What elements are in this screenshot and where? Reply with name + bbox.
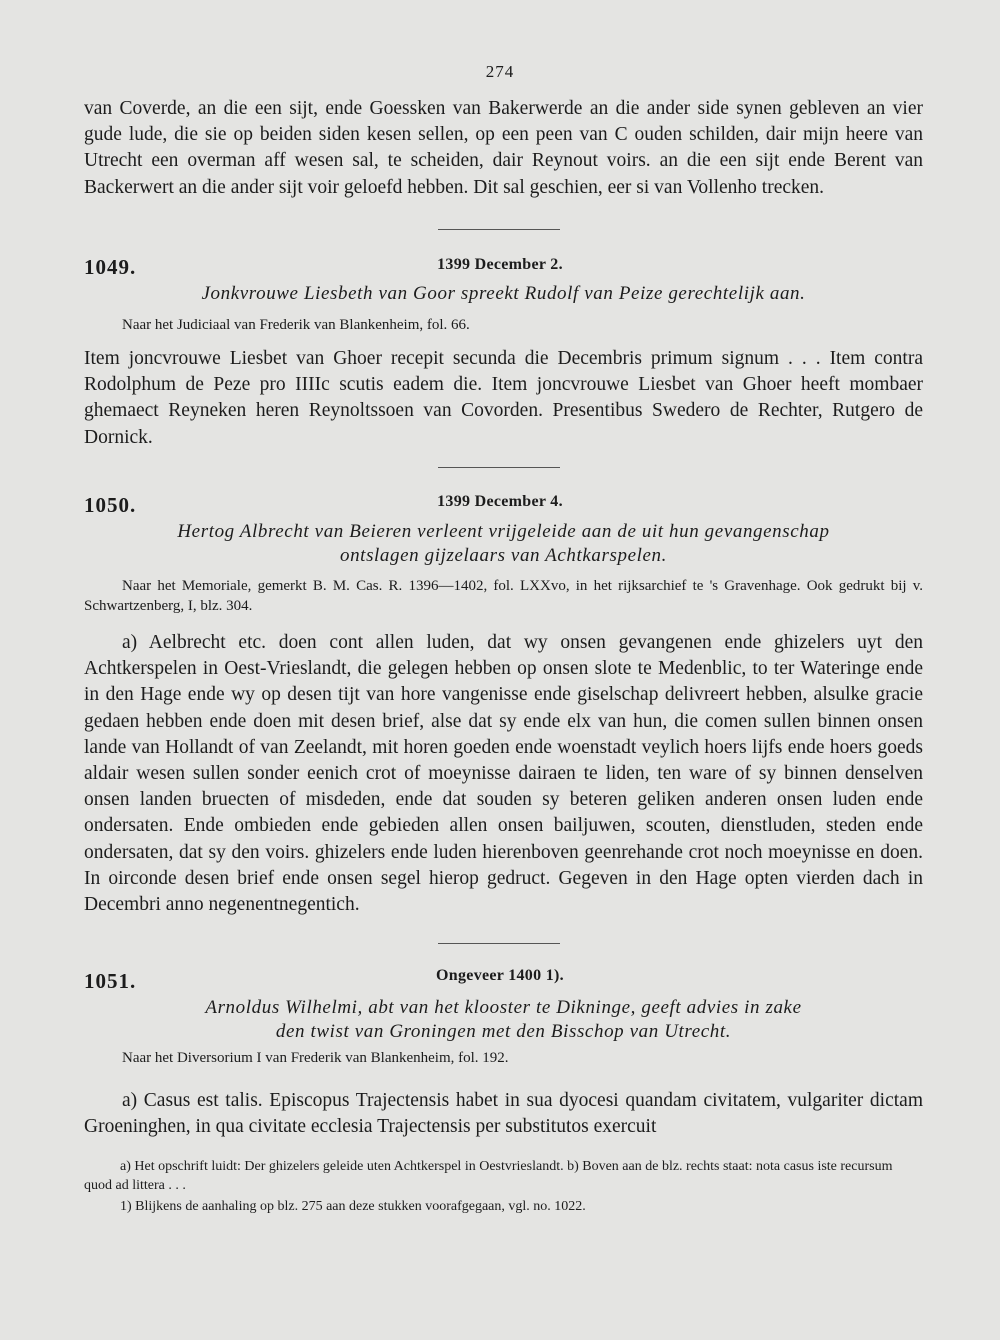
intro-paragraph: van Coverde, an die een sijt, ende Goessken van Bakerwerde an die ander side synen gebleven an vier gude lude, die sie op beiden siden kesen sellen, op een peen van C ouden schilden, dair mijn heere van Utrecht een overman aff wesen sal, te scheiden, dair Reynout voirs. an die een sijt ende Berent van Backerwert an die ander sijt voir geloefd hebben. Dit sal geschien, eer si van Vollenho trecken. xyxy=(84,98,923,198)
charter-date: 1399 December 2. xyxy=(437,256,563,273)
page-number: 274 xyxy=(485,62,515,81)
charter-title xyxy=(84,520,923,568)
charter-title-line: Hertog Albrecht van Beieren verleent vrijgeleide aan de uit hun gevangenschap xyxy=(177,521,830,542)
charter-date: 1399 December 4. xyxy=(437,493,563,510)
section-divider xyxy=(438,229,560,230)
charter-title-line: ontslagen gijzelaars van Achtkarspelen. xyxy=(339,545,667,566)
charter-title: Jonkvrouwe Liesbeth van Goor spreekt Rudolf van Peize gerechtelijk aan. xyxy=(201,283,806,304)
charter-source: Naar het Memoriale, gemerkt B. M. Cas. R. 1396—1402, fol. LXXvo, in het rijksarchief te 's Gravenhage. Ook gedrukt bij v. Schwartzenberg, I, blz. 304. xyxy=(84,578,923,614)
footnote: a) Het opschrift luidt: Der ghizelers geleide uten Achtkerspel in Oestvrieslandt. b) Boven aan de blz. rechts staat: nota casus iste recursum quod ad littera . . . xyxy=(84,1159,893,1193)
charter-text: Item joncvrouwe Liesbet van Ghoer recepit secunda die Decembris primum signum . . . Item contra Rodolphum de Peze pro IIIIc scutis eadem die. Item joncvrouwe Liesbet van Ghoer heeft mombaer ghemaect Reyneken heren Reynoltssoen van Covorden. Presentibus Swedero de Rechter, Rutgero de Dornick. xyxy=(84,348,923,448)
charter-number: 1049. xyxy=(84,255,137,279)
charter-title-line: den twist van Groningen met den Bisschop van Utrecht. xyxy=(275,1021,732,1042)
footnotes xyxy=(84,1157,923,1216)
charter-source: Naar het Judiciaal van Frederik van Blankenheim, fol. 66. xyxy=(122,317,470,333)
footnote: 1) Blijkens de aanhaling op blz. 275 aan deze stukken voorafgegaan, vgl. no. 1022. xyxy=(120,1199,586,1214)
charter-text: a) Casus est talis. Episcopus Trajectensis habet in sua dyocesi quandam civitatem, vulgariter dictam Groeninghen, in qua civitate ecclesia Trajectensis per substitutos exercuit xyxy=(84,1090,923,1138)
charter-number: 1050. xyxy=(84,493,137,517)
charter-source: Naar het Diversorium I van Frederik van Blankenheim, fol. 192. xyxy=(122,1050,509,1066)
charter-title xyxy=(84,996,923,1044)
charter-number: 1051. xyxy=(84,969,137,993)
charter-text: a) Aelbrecht etc. doen cont allen luden, dat wy onsen gevangenen ende ghizelers uyt den Achtkerspelen in Oest-Vrieslandt, die gelegen hebben op onsen slote te Medenblic, to ter Wateringe ende in den Hage ende wy op desen tijt van hore vangenisse ende giselschap delivreert hebben, alsulke gracie gedaen hebben ende doen mit desen brief, alse dat sy ende elx van hun, die comen sullen binnen onsen lande van Hollandt of van Zeelandt, mit horen goeden ende woenstadt veylich hoers lijfs ende hoers goeds aldair wesen sullen sonder eenich crot of moeynisse dairaen te liden, ten ware of sy binnen denselven onsen landen bruecten of misdeden, ende dat souden sy beteren geliken anderen onsen luden ende ondersaten. Ende ombieden ende gebieden allen onsen bailjuwen, scouten, dienstluden, steden ende ondersaten, dat sy den voirs. ghizelers ende luden hierenboven geenrehande crot noch moeynisse en doen. In oirconde desen brief ende onsen segel hierop gedruct. Gegeven in den Hage opten vierden dach in Decembri anno negenentnegentich. xyxy=(84,632,923,916)
section-divider xyxy=(438,467,560,468)
charter-date: Ongeveer 1400 1). xyxy=(436,967,564,984)
section-divider xyxy=(438,943,560,944)
charter-title-line: Arnoldus Wilhelmi, abt van het klooster te Dikninge, geeft advies in zake xyxy=(205,997,802,1018)
